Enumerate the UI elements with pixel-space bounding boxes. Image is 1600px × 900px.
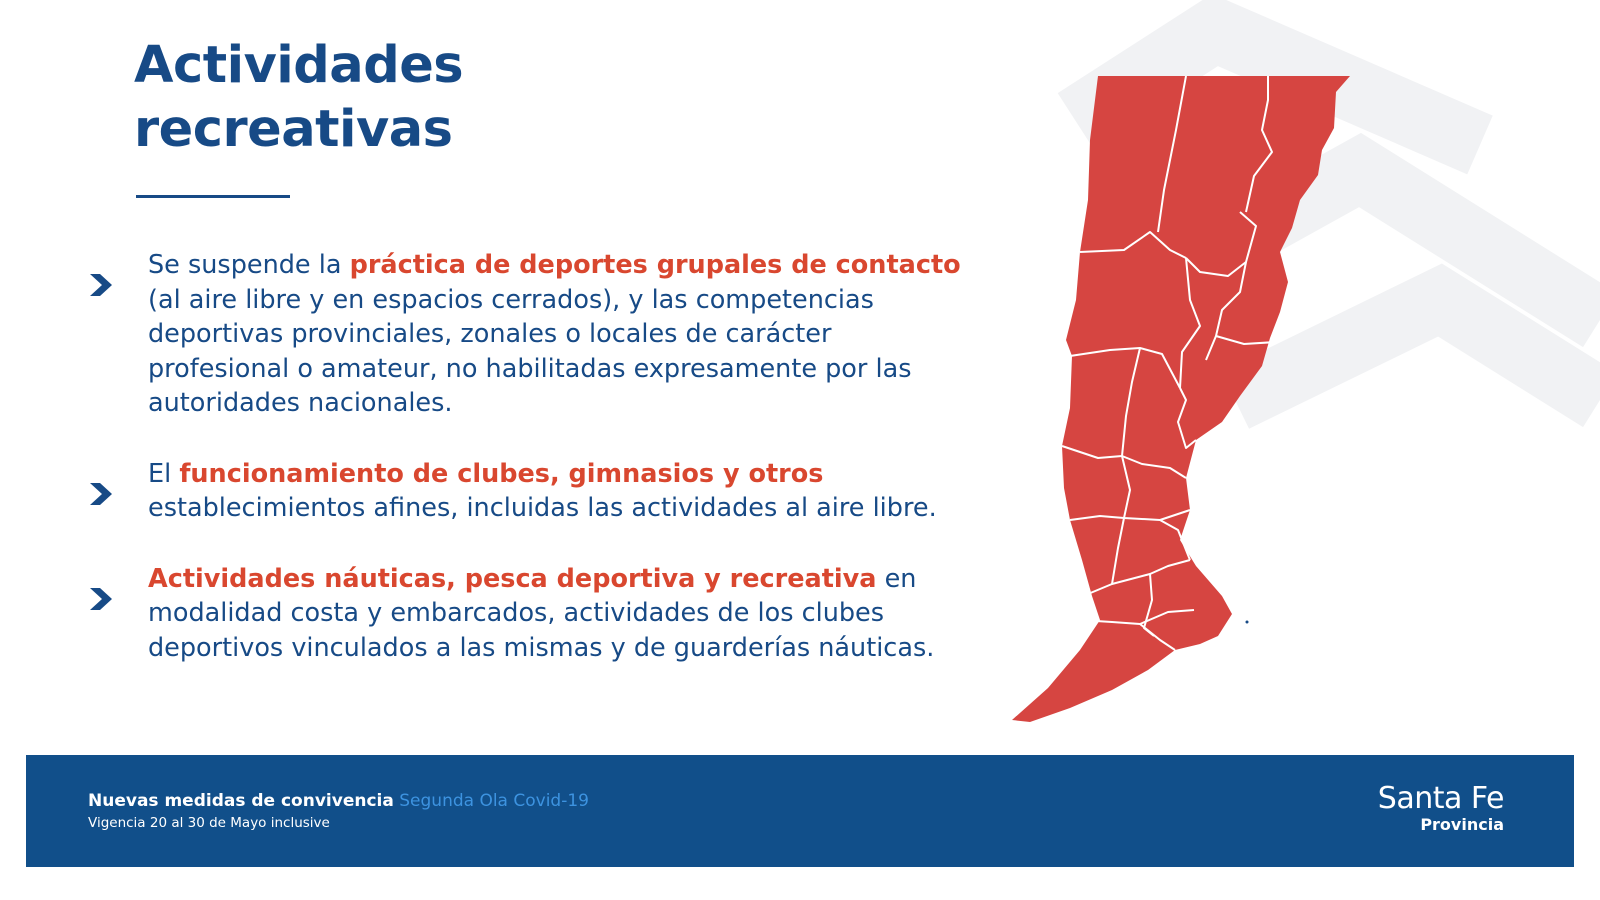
footer-validity: Vigencia 20 al 30 de Mayo inclusive bbox=[88, 815, 330, 831]
map-province-shape bbox=[1012, 76, 1350, 722]
santa-fe-map-image bbox=[1008, 70, 1368, 730]
chevron-right-icon bbox=[88, 481, 114, 507]
brand-subtitle: Provincia bbox=[1420, 815, 1504, 834]
bullet-pre: Se suspende la bbox=[148, 250, 350, 280]
bullet-post: establecimientos afines, incluidas las actividades al aire libre. bbox=[148, 493, 937, 523]
footer-campaign-accent: Segunda Ola Covid-19 bbox=[399, 791, 589, 811]
bullet-text bbox=[148, 562, 968, 666]
title-line-1: Actividades bbox=[134, 36, 464, 95]
bullet-text bbox=[148, 457, 968, 526]
bullet-highlight: práctica de deportes grupales de contacto bbox=[349, 250, 961, 280]
bullet-item bbox=[88, 562, 968, 666]
bullet-item bbox=[88, 248, 968, 421]
footer-campaign bbox=[88, 791, 589, 811]
bullet-post: en modalidad costa y embarcados, actividades de los clubes deportivos vinculados a las mismas y de guarderías náuticas. bbox=[148, 563, 935, 663]
title-line-2: recreativas bbox=[134, 100, 453, 159]
bullet-highlight: Actividades náuticas, pesca deportiva y recreativa bbox=[148, 563, 877, 594]
bullet-list bbox=[88, 248, 968, 701]
santa-fe-logo bbox=[1378, 783, 1504, 835]
brand-name: Santa Fe bbox=[1377, 781, 1504, 816]
bullet-highlight: funcionamiento de clubes, gimnasios y otros bbox=[179, 458, 824, 489]
map-dot bbox=[1246, 621, 1249, 624]
chevron-right-icon bbox=[88, 272, 114, 298]
bullet-pre: El bbox=[148, 458, 180, 489]
slide-title bbox=[134, 34, 463, 162]
title-underline bbox=[136, 195, 290, 198]
bullet-post: (al aire libre y en espacios cerrados), y las competencias deportivas provinciales, zonales o locales de carácter profesional o amateur, no habilitadas expresamente por las autoridades nacionales. bbox=[148, 284, 912, 418]
bullet-text bbox=[148, 248, 968, 421]
footer-bar bbox=[26, 755, 1574, 867]
bullet-item bbox=[88, 457, 968, 526]
chevron-right-icon bbox=[88, 586, 114, 612]
footer-campaign-bold: Nuevas medidas de convivencia bbox=[88, 791, 394, 811]
